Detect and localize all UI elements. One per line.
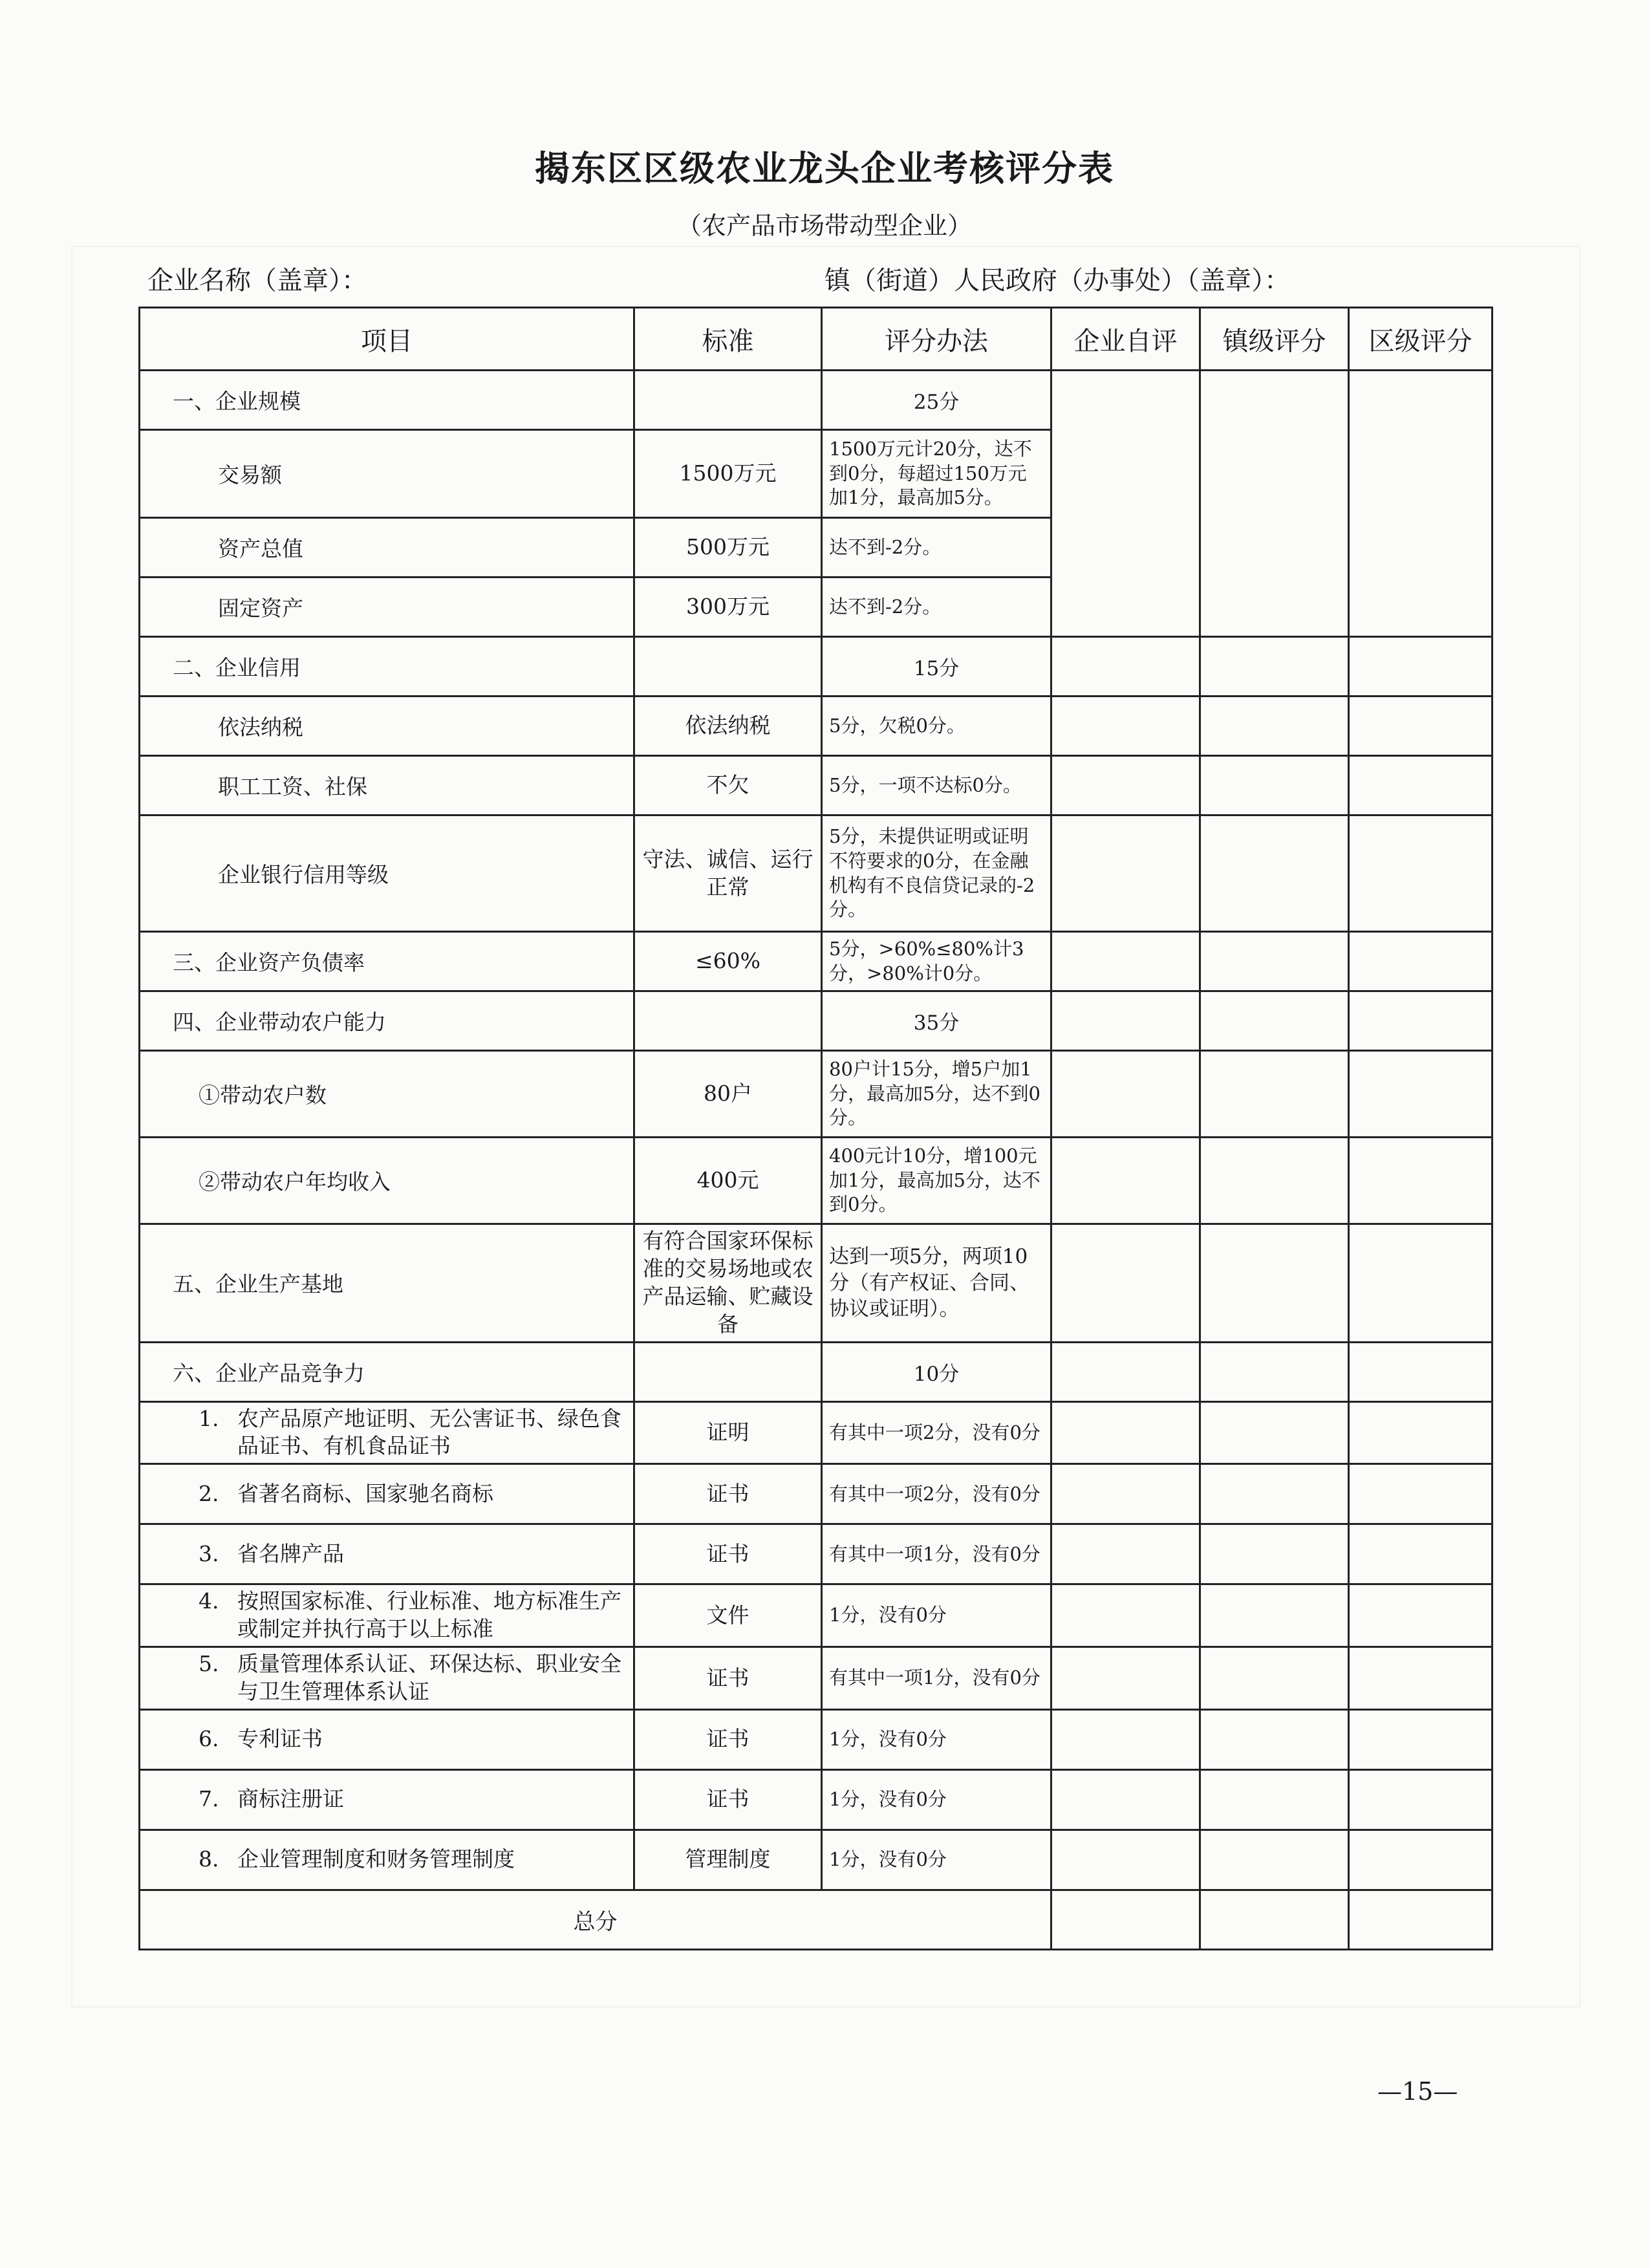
method-cell: 达到一项5分，两项10分（有产权证、合同、协议或证明）。	[822, 1224, 1051, 1343]
item-label: 质量管理体系认证、环保达标、职业安全与卫生管理体系认证	[237, 1651, 621, 1705]
standard-cell: 证书	[634, 1769, 822, 1830]
self-score-cell[interactable]	[1051, 1890, 1200, 1949]
table-row	[140, 1342, 1493, 1401]
method-cell: 1500万元计20分，达不到0分，每超过150万元加1分，最高加5分。	[822, 430, 1051, 518]
table-row	[140, 1051, 1493, 1138]
total-row	[140, 1890, 1493, 1949]
method-cell: 1分，没有0分	[822, 1709, 1051, 1769]
section-title: 一、企业规模	[140, 371, 634, 430]
page-number: —15—	[1377, 2077, 1458, 2106]
item-cell	[140, 1769, 634, 1830]
table-row	[140, 1830, 1493, 1890]
self-score-cell[interactable]	[1051, 815, 1200, 932]
self-score-cell[interactable]	[1051, 1051, 1200, 1138]
self-score-cell[interactable]	[1051, 1830, 1200, 1890]
section-title: 五、企业生产基地	[140, 1224, 634, 1343]
item-cell	[140, 1709, 634, 1769]
standard-cell: 管理制度	[634, 1830, 822, 1890]
district-score-cell[interactable]	[1349, 815, 1493, 932]
standard-cell: 文件	[634, 1584, 822, 1647]
town-score-cell[interactable]	[1200, 1342, 1349, 1401]
header-row	[140, 308, 1493, 371]
header-item: 项目	[140, 308, 634, 371]
table-row	[140, 1769, 1493, 1830]
table-row	[140, 1647, 1493, 1710]
section-points: 10分	[822, 1342, 1051, 1401]
table-row	[140, 756, 1493, 815]
district-score-cell[interactable]	[1349, 637, 1493, 697]
method-cell: 5分，未提供证明或证明不符要求的0分，在金融机构有不良信贷记录的-2分。	[822, 815, 1051, 932]
standard-cell	[634, 1342, 822, 1401]
item-cell	[140, 1647, 634, 1710]
district-score-cell[interactable]	[1349, 1342, 1493, 1401]
town-score-cell[interactable]	[1200, 1464, 1349, 1524]
district-score-cell[interactable]	[1349, 371, 1493, 637]
self-score-cell[interactable]	[1051, 1584, 1200, 1647]
item-number: 4.	[199, 1588, 219, 1614]
district-score-cell[interactable]	[1349, 1524, 1493, 1584]
district-score-cell[interactable]	[1349, 991, 1493, 1051]
header-method: 评分办法	[822, 308, 1051, 371]
score-table	[138, 307, 1493, 1950]
district-score-cell[interactable]	[1349, 756, 1493, 815]
item-cell	[140, 1584, 634, 1647]
item-number: 1.	[199, 1405, 219, 1431]
standard-cell	[634, 637, 822, 697]
self-score-cell[interactable]	[1051, 1224, 1200, 1343]
self-score-cell[interactable]	[1051, 1401, 1200, 1464]
self-score-cell[interactable]	[1051, 991, 1200, 1051]
town-score-cell[interactable]	[1200, 1401, 1349, 1464]
town-score-cell[interactable]	[1200, 1769, 1349, 1830]
self-score-cell[interactable]	[1051, 1647, 1200, 1710]
method-cell: 有其中一项2分，没有0分	[822, 1401, 1051, 1464]
town-score-cell[interactable]	[1200, 371, 1349, 637]
table-row	[140, 697, 1493, 756]
district-score-cell[interactable]	[1349, 1401, 1493, 1464]
item-cell: 资产总值	[140, 518, 634, 578]
section-points: 35分	[822, 991, 1051, 1051]
header-standard: 标准	[634, 308, 822, 371]
header-town-score: 镇级评分	[1200, 308, 1349, 371]
district-score-cell[interactable]	[1349, 932, 1493, 991]
town-score-cell[interactable]	[1200, 1709, 1349, 1769]
item-cell: 交易额	[140, 430, 634, 518]
standard-cell: 1500万元	[634, 430, 822, 518]
method-cell: 5分，欠税0分。	[822, 697, 1051, 756]
standard-cell: 有符合国家环保标准的交易场地或农产品运输、贮藏设备	[634, 1224, 822, 1343]
item-cell: 企业银行信用等级	[140, 815, 634, 932]
method-cell: 有其中一项1分，没有0分	[822, 1524, 1051, 1584]
item-number: 6.	[199, 1726, 219, 1752]
table-row	[140, 637, 1493, 697]
item-number: 7.	[199, 1786, 219, 1812]
total-label: 总分	[140, 1890, 1051, 1949]
item-cell: 依法纳税	[140, 697, 634, 756]
town-score-cell[interactable]	[1200, 1524, 1349, 1584]
district-score-cell[interactable]	[1349, 1830, 1493, 1890]
standard-cell: 300万元	[634, 578, 822, 637]
district-score-cell[interactable]	[1349, 1709, 1493, 1769]
company-name-label: 企业名称（盖章）：	[147, 266, 367, 296]
section-title: 三、企业资产负债率	[140, 932, 634, 991]
town-score-cell[interactable]	[1200, 1890, 1349, 1949]
self-score-cell[interactable]	[1051, 932, 1200, 991]
town-score-cell[interactable]	[1200, 1647, 1349, 1710]
self-score-cell[interactable]	[1051, 756, 1200, 815]
standard-cell: 证书	[634, 1524, 822, 1584]
section-points: 15分	[822, 637, 1051, 697]
self-score-cell[interactable]	[1051, 1709, 1200, 1769]
item-number: 2.	[199, 1480, 219, 1506]
item-label: 省著名商标、国家驰名商标	[237, 1480, 493, 1506]
town-government-label: 镇（街道）人民政府（办事处）（盖章）：	[824, 266, 1290, 296]
item-number: 8.	[199, 1846, 219, 1872]
method-cell: 5分，一项不达标0分。	[822, 756, 1051, 815]
standard-cell: 守法、诚信、运行正常	[634, 815, 822, 932]
method-cell: 1分，没有0分	[822, 1830, 1051, 1890]
table-row	[140, 371, 1493, 430]
table-row	[140, 1464, 1493, 1524]
item-label: 商标注册证	[237, 1786, 344, 1812]
standard-cell: 证明	[634, 1401, 822, 1464]
method-cell: 达不到-2分。	[822, 578, 1051, 637]
method-cell: 1分，没有0分	[822, 1584, 1051, 1647]
standard-cell	[634, 371, 822, 430]
town-score-cell[interactable]	[1200, 697, 1349, 756]
town-score-cell[interactable]	[1200, 991, 1349, 1051]
standard-cell: 80户	[634, 1051, 822, 1138]
table-row	[140, 991, 1493, 1051]
item-cell: ②带动农户年均收入	[140, 1138, 634, 1224]
section-points: 25分	[822, 371, 1051, 430]
item-number: 5.	[199, 1651, 219, 1677]
standard-cell: 依法纳税	[634, 697, 822, 756]
item-cell: 固定资产	[140, 578, 634, 637]
town-score-cell[interactable]	[1200, 1138, 1349, 1224]
page-subtitle: （农产品市场带动型企业）	[676, 211, 972, 240]
district-score-cell[interactable]	[1349, 1890, 1493, 1949]
method-cell: 有其中一项2分，没有0分	[822, 1464, 1051, 1524]
method-cell: 400元计10分，增100元加1分，最高加5分，达不到0分。	[822, 1138, 1051, 1224]
item-label: 按照国家标准、行业标准、地方标准生产或制定并执行高于以上标准	[237, 1588, 621, 1642]
town-score-cell[interactable]	[1200, 1830, 1349, 1890]
table-row	[140, 1401, 1493, 1464]
method-cell: 80户计15分，增5户加1分，最高加5分，达不到0分。	[822, 1051, 1051, 1138]
standard-cell: 不欠	[634, 756, 822, 815]
section-title: 二、企业信用	[140, 637, 634, 697]
table-row	[140, 1524, 1493, 1584]
self-score-cell[interactable]	[1051, 1342, 1200, 1401]
table-row	[140, 1224, 1493, 1343]
standard-cell	[634, 991, 822, 1051]
town-score-cell[interactable]	[1200, 637, 1349, 697]
self-score-cell[interactable]	[1051, 637, 1200, 697]
method-cell: 1分，没有0分	[822, 1769, 1051, 1830]
page-title: 揭东区区级农业龙头企业考核评分表	[535, 147, 1114, 189]
town-score-cell[interactable]	[1200, 756, 1349, 815]
district-score-cell[interactable]	[1349, 1464, 1493, 1524]
header-self-score: 企业自评	[1051, 308, 1200, 371]
town-score-cell[interactable]	[1200, 815, 1349, 932]
item-cell: ①带动农户数	[140, 1051, 634, 1138]
self-score-cell[interactable]	[1051, 697, 1200, 756]
town-score-cell[interactable]	[1200, 932, 1349, 991]
table-row	[140, 1709, 1493, 1769]
item-cell	[140, 1830, 634, 1890]
method-cell: 5分，>60%≤80%计3分，>80%计0分。	[822, 932, 1051, 991]
item-label: 农产品原产地证明、无公害证书、绿色食品证书、有机食品证书	[237, 1405, 621, 1459]
district-score-cell[interactable]	[1349, 1138, 1493, 1224]
item-cell: 职工工资、社保	[140, 756, 634, 815]
town-score-cell[interactable]	[1200, 1584, 1349, 1647]
standard-cell: ≤60%	[634, 932, 822, 991]
item-label: 省名牌产品	[237, 1540, 344, 1566]
item-label: 专利证书	[237, 1726, 323, 1752]
district-score-cell[interactable]	[1349, 1051, 1493, 1138]
header-district-score: 区级评分	[1349, 308, 1493, 371]
self-score-cell[interactable]	[1051, 371, 1200, 637]
section-title: 四、企业带动农户能力	[140, 991, 634, 1051]
district-score-cell[interactable]	[1349, 1769, 1493, 1830]
standard-cell: 400元	[634, 1138, 822, 1224]
table-row	[140, 815, 1493, 932]
method-cell: 有其中一项1分，没有0分	[822, 1647, 1051, 1710]
section-title: 六、企业产品竞争力	[140, 1342, 634, 1401]
district-score-cell[interactable]	[1349, 1584, 1493, 1647]
district-score-cell[interactable]	[1349, 1647, 1493, 1710]
table-row	[140, 932, 1493, 991]
item-cell	[140, 1464, 634, 1524]
district-score-cell[interactable]	[1349, 1224, 1493, 1343]
standard-cell: 500万元	[634, 518, 822, 578]
standard-cell: 证书	[634, 1647, 822, 1710]
standard-cell: 证书	[634, 1464, 822, 1524]
table-row	[140, 1584, 1493, 1647]
method-cell: 达不到-2分。	[822, 518, 1051, 578]
item-number: 3.	[199, 1540, 219, 1566]
item-label: 企业管理制度和财务管理制度	[237, 1846, 515, 1872]
self-score-cell[interactable]	[1051, 1524, 1200, 1584]
item-cell	[140, 1524, 634, 1584]
self-score-cell[interactable]	[1051, 1769, 1200, 1830]
table-row	[140, 1138, 1493, 1224]
self-score-cell[interactable]	[1051, 1464, 1200, 1524]
item-cell	[140, 1401, 634, 1464]
town-score-cell[interactable]	[1200, 1051, 1349, 1138]
town-score-cell[interactable]	[1200, 1224, 1349, 1343]
district-score-cell[interactable]	[1349, 697, 1493, 756]
self-score-cell[interactable]	[1051, 1138, 1200, 1224]
standard-cell: 证书	[634, 1709, 822, 1769]
